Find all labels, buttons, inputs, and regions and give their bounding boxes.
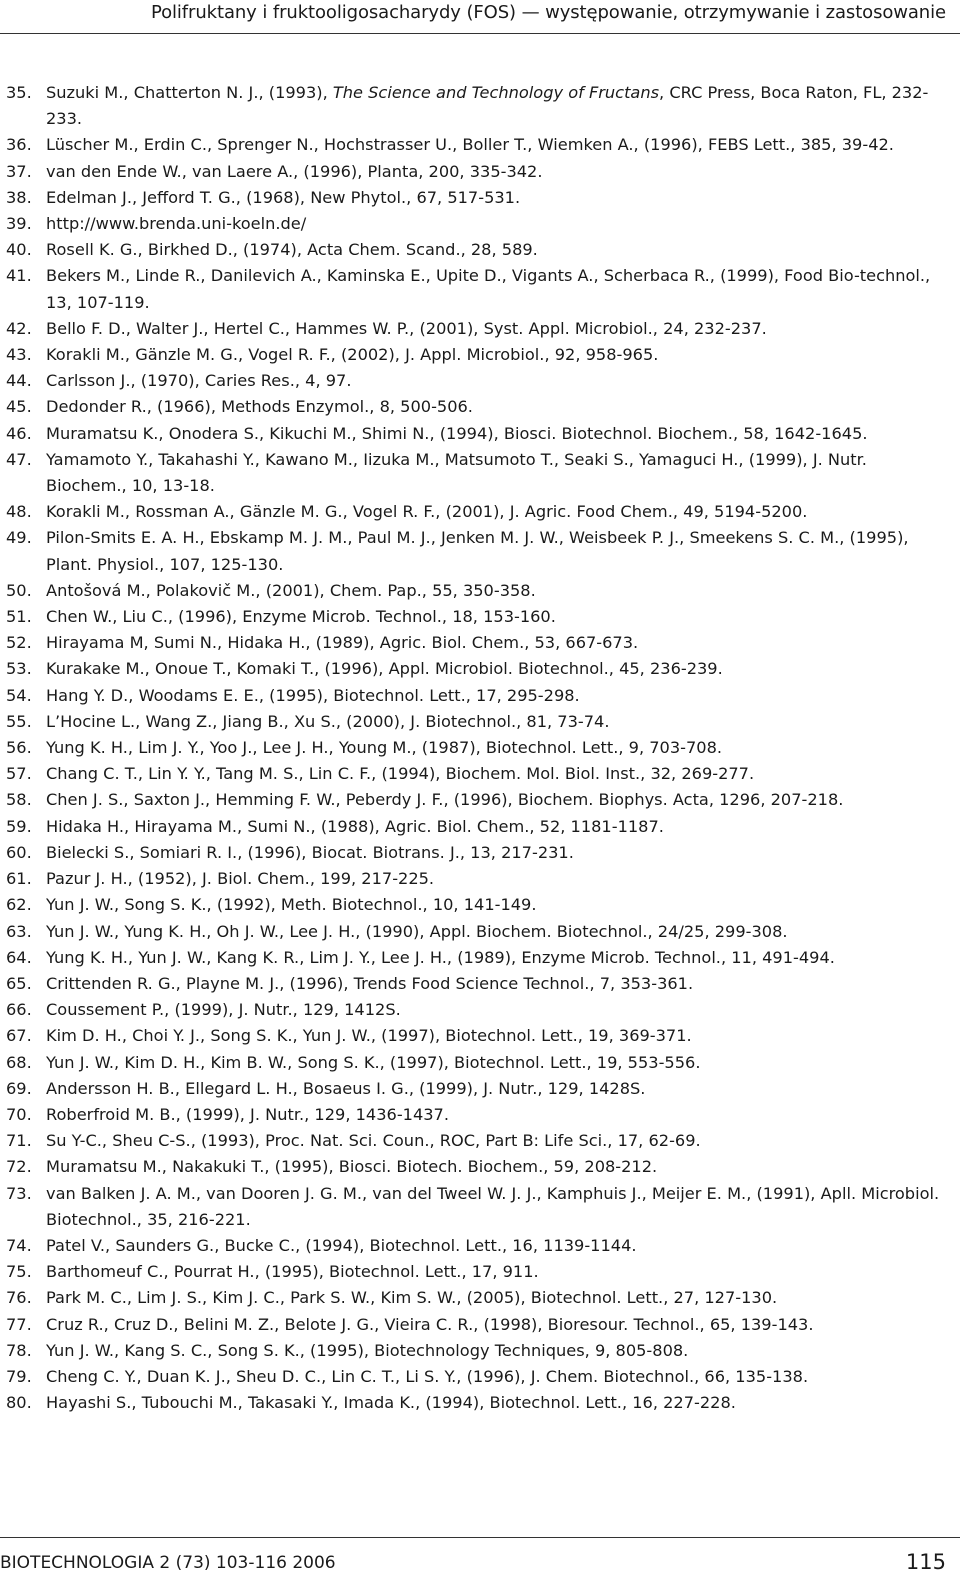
reference-number: 73.	[6, 1183, 32, 1203]
reference-item	[6, 709, 950, 735]
reference-item	[6, 892, 950, 918]
reference-number: 71.	[6, 1131, 32, 1151]
reference-item	[6, 814, 950, 840]
reference-item	[6, 185, 950, 211]
reference-item	[6, 525, 950, 577]
reference-item	[6, 761, 950, 787]
reference-text: Chang C. T., Lin Y. Y., Tang M. S., Lin C. F., (1994), Biochem. Mol. Biol. Inst., 32, 269-277.	[46, 764, 755, 784]
reference-item	[6, 604, 950, 630]
reference-item	[6, 368, 950, 394]
reference-item	[6, 1181, 950, 1233]
reference-number: 47.	[6, 449, 32, 469]
reference-item	[6, 421, 950, 447]
reference-item	[6, 578, 950, 604]
journal-citation: BIOTECHNOLOGIA 2 (73) 103-116 2006	[0, 1553, 336, 1573]
reference-number: 76.	[6, 1288, 32, 1308]
reference-number: 61.	[6, 869, 32, 889]
reference-item	[6, 919, 950, 945]
reference-text: Yun J. W., Kang S. C., Song S. K., (1995), Biotechnology Techniques, 9, 805-808.	[46, 1340, 689, 1360]
reference-number: 38.	[6, 187, 32, 207]
reference-number: 65.	[6, 973, 32, 993]
reference-text: Yun J. W., Kim D. H., Kim B. W., Song S. K., (1997), Biotechnol. Lett., 19, 553-556.	[46, 1052, 701, 1072]
reference-text: Chen J. S., Saxton J., Hemming F. W., Peberdy J. F., (1996), Biochem. Biophys. Acta, 1296, 207-218.	[46, 790, 844, 810]
reference-number: 55.	[6, 711, 32, 731]
header-rule	[0, 33, 960, 34]
reference-item	[6, 447, 950, 499]
reference-number: 39.	[6, 214, 32, 234]
reference-number: 51.	[6, 607, 32, 627]
reference-item	[6, 735, 950, 761]
reference-number: 36.	[6, 135, 32, 155]
reference-number: 53.	[6, 659, 32, 679]
reference-item	[6, 499, 950, 525]
reference-text: Lüscher M., Erdin C., Sprenger N., Hochstrasser U., Boller T., Wiemken A., (1996), FEBS Lett., 385, 39-42.	[46, 135, 894, 155]
reference-number: 50.	[6, 580, 32, 600]
reference-number: 49.	[6, 528, 32, 548]
reference-text: Bello F. D., Walter J., Hertel C., Hammes W. P., (2001), Syst. Appl. Microbiol., 24, 232-237.	[46, 318, 767, 338]
reference-text: Cruz R., Cruz D., Belini M. Z., Belote J. G., Vieira C. R., (1998), Bioresour. Technol., 65, 139-143.	[46, 1314, 814, 1334]
reference-number: 74.	[6, 1235, 32, 1255]
reference-number: 57.	[6, 764, 32, 784]
reference-text: Andersson H. B., Ellegard L. H., Bosaeus I. G., (1999), J. Nutr., 129, 1428S.	[46, 1078, 646, 1098]
reference-number: 37.	[6, 161, 32, 181]
reference-item	[6, 263, 950, 315]
reference-text: Rosell K. G., Birkhed D., (1974), Acta Chem. Scand., 28, 589.	[46, 240, 538, 260]
reference-text: Hirayama M, Sumi N., Hidaka H., (1989), Agric. Biol. Chem., 53, 667-673.	[46, 633, 639, 653]
reference-text-part: , CRC Press, Boca Raton, FL, 232-233.	[46, 83, 929, 129]
running-title: Polifruktany i fruktooligosacharydy (FOS) — występowanie, otrzymywanie i zastosowanie	[150, 2, 946, 23]
reference-text: van den Ende W., van Laere A., (1996), Planta, 200, 335-342.	[46, 161, 543, 181]
reference-number: 54.	[6, 685, 32, 705]
reference-item	[6, 394, 950, 420]
reference-text: Coussement P., (1999), J. Nutr., 129, 1412S.	[46, 1000, 401, 1020]
reference-text: Korakli M., Rossman A., Gänzle M. G., Vogel R. F., (2001), J. Agric. Food Chem., 49, 5194-5200.	[46, 502, 808, 522]
reference-number: 69.	[6, 1078, 32, 1098]
reference-item	[6, 1285, 950, 1311]
reference-text: Yun J. W., Yung K. H., Oh J. W., Lee J. H., (1990), Appl. Biochem. Biotechnol., 24/25, 299-308.	[46, 921, 788, 941]
reference-text: Cheng C. Y., Duan K. J., Sheu D. C., Lin C. T., Li S. Y., (1996), J. Chem. Biotechnol., 66, 135-138.	[46, 1366, 809, 1386]
reference-item	[6, 945, 950, 971]
reference-number: 58.	[6, 790, 32, 810]
reference-text: Hidaka H., Hirayama M., Sumi N., (1988), Agric. Biol. Chem., 52, 1181-1187.	[46, 816, 664, 836]
reference-text: Yamamoto Y., Takahashi Y., Kawano M., Iizuka M., Matsumoto T., Seaki S., Yamaguci H., (1999), J. Nutr. Biochem., 10, 13-18.	[46, 449, 867, 496]
reference-text: van Balken J. A. M., van Dooren J. G. M., van del Tweel W. J. J., Kamphuis J., Meijer E. M., (1991), Apll. Microbiol. Biotechnol., 35, 216-221.	[46, 1183, 940, 1229]
reference-number: 70.	[6, 1104, 32, 1124]
reference-item	[6, 971, 950, 997]
reference-item	[6, 132, 950, 158]
reference-text-part: Suzuki M., Chatterton N. J., (1993),	[46, 83, 333, 102]
reference-item	[6, 316, 950, 342]
reference-list	[6, 80, 950, 1416]
reference-text: Pazur J. H., (1952), J. Biol. Chem., 199, 217-225.	[46, 869, 435, 889]
reference-item	[6, 1102, 950, 1128]
reference-item	[6, 683, 950, 709]
page-number: 115	[905, 1550, 946, 1574]
reference-item	[6, 1023, 950, 1049]
reference-number: 62.	[6, 895, 32, 915]
reference-title-italic: The Science and Technology of Fructans	[332, 83, 660, 102]
reference-number: 79.	[6, 1366, 32, 1386]
reference-text: Crittenden R. G., Playne M. J., (1996), Trends Food Science Technol., 7, 353-361.	[46, 973, 694, 993]
reference-text: http://www.brenda.uni-koeln.de/	[46, 214, 307, 234]
reference-text: Yun J. W., Song S. K., (1992), Meth. Biotechnol., 10, 141-149.	[46, 895, 537, 915]
reference-item	[6, 840, 950, 866]
reference-item	[6, 1050, 950, 1076]
reference-item	[6, 1233, 950, 1259]
reference-text: Yung K. H., Yun J. W., Kang K. R., Lim J. Y., Lee J. H., (1989), Enzyme Microb. Technol., 11, 491-494.	[46, 947, 835, 967]
reference-number: 68.	[6, 1052, 32, 1072]
reference-item	[6, 656, 950, 682]
reference-item	[6, 237, 950, 263]
reference-text: Korakli M., Gänzle M. G., Vogel R. F., (2002), J. Appl. Microbiol., 92, 958-965.	[46, 345, 659, 365]
reference-text: Barthomeuf C., Pourrat H., (1995), Biotechnol. Lett., 17, 911.	[46, 1262, 539, 1282]
page-footer	[0, 1537, 960, 1587]
reference-number: 67.	[6, 1026, 32, 1046]
reference-number: 48.	[6, 502, 32, 522]
reference-number: 64.	[6, 947, 32, 967]
reference-item	[6, 997, 950, 1023]
reference-text: Chen W., Liu C., (1996), Enzyme Microb. Technol., 18, 153-160.	[46, 607, 556, 627]
reference-text: Kim D. H., Choi Y. J., Song S. K., Yun J. W., (1997), Biotechnol. Lett., 19, 369-371.	[46, 1026, 692, 1046]
reference-item	[6, 1259, 950, 1285]
reference-text: Pilon-Smits E. A. H., Ebskamp M. J. M., Paul M. J., Jenken M. J. W., Weisbeek P. J., Smeekens S. C. M., (1995), Plant. Physiol., 107, 125-130.	[46, 528, 909, 574]
reference-text: Roberfroid M. B., (1999), J. Nutr., 129, 1436-1437.	[46, 1104, 450, 1124]
reference-number: 66.	[6, 1000, 32, 1020]
reference-text: Muramatsu K., Onodera S., Kikuchi M., Shimi N., (1994), Biosci. Biotechnol. Biochem., 58, 1642-1645.	[46, 423, 868, 443]
reference-text: Carlsson J., (1970), Caries Res., 4, 97.	[46, 371, 352, 391]
reference-text: Bielecki S., Somiari R. I., (1996), Biocat. Biotrans. J., 13, 217-231.	[46, 842, 574, 862]
reference-number: 42.	[6, 318, 32, 338]
reference-number: 43.	[6, 345, 32, 365]
reference-number: 35.	[6, 83, 32, 102]
reference-text: Yung K. H., Lim J. Y., Yoo J., Lee J. H., Young M., (1987), Biotechnol. Lett., 9, 703-708.	[46, 738, 723, 758]
reference-text: Kurakake M., Onoue T., Komaki T., (1996), Appl. Microbiol. Biotechnol., 45, 236-239.	[46, 659, 723, 679]
reference-item	[6, 342, 950, 368]
reference-text: Edelman J., Jefford T. G., (1968), New Phytol., 67, 517-531.	[46, 187, 521, 207]
reference-text: Antošová M., Polakovič M., (2001), Chem. Pap., 55, 350-358.	[46, 580, 536, 600]
reference-item	[6, 866, 950, 892]
reference-item	[6, 1128, 950, 1154]
reference-number: 77.	[6, 1314, 32, 1334]
reference-number: 52.	[6, 633, 32, 653]
reference-number: 56.	[6, 738, 32, 758]
reference-number: 78.	[6, 1340, 32, 1360]
reference-number: 59.	[6, 816, 32, 836]
reference-text: Muramatsu M., Nakakuki T., (1995), Biosci. Biotech. Biochem., 59, 208-212.	[46, 1157, 658, 1177]
footer-rule	[0, 1537, 960, 1538]
reference-item	[6, 1154, 950, 1180]
reference-number: 45.	[6, 397, 32, 417]
reference-text: Dedonder R., (1966), Methods Enzymol., 8, 500-506.	[46, 397, 473, 417]
reference-text: Park M. C., Lim J. S., Kim J. C., Park S. W., Kim S. W., (2005), Biotechnol. Lett., 27, 127-130.	[46, 1288, 778, 1308]
reference-text: Patel V., Saunders G., Bucke C., (1994), Biotechnol. Lett., 16, 1139-1144.	[46, 1235, 637, 1255]
reference-item	[6, 1338, 950, 1364]
reference-number: 63.	[6, 921, 32, 941]
reference-number: 75.	[6, 1262, 32, 1282]
reference-item	[6, 787, 950, 813]
reference-text: Su Y-C., Sheu C-S., (1993), Proc. Nat. Sci. Coun., ROC, Part B: Life Sci., 17, 62-69.	[46, 1131, 701, 1151]
reference-item	[6, 1312, 950, 1338]
reference-item	[6, 1076, 950, 1102]
reference-text: Hang Y. D., Woodams E. E., (1995), Biotechnol. Lett., 17, 295-298.	[46, 685, 580, 705]
reference-number: 80.	[6, 1393, 32, 1413]
reference-number: 41.	[6, 266, 32, 286]
reference-item	[6, 1390, 950, 1416]
reference-text	[46, 80, 950, 132]
reference-item	[6, 159, 950, 185]
page-header	[0, 0, 960, 34]
reference-item	[6, 80, 950, 132]
reference-text: L’Hocine L., Wang Z., Jiang B., Xu S., (2000), J. Biotechnol., 81, 73-74.	[46, 711, 610, 731]
reference-text: Bekers M., Linde R., Danilevich A., Kaminska E., Upite D., Vigants A., Scherbaca R., (1999), Food Bio-technol., 13, 107-119.	[46, 266, 931, 312]
reference-item	[6, 630, 950, 656]
reference-item	[6, 1364, 950, 1390]
reference-item	[6, 211, 950, 237]
reference-number: 60.	[6, 842, 32, 862]
reference-text: Hayashi S., Tubouchi M., Takasaki Y., Imada K., (1994), Biotechnol. Lett., 16, 227-228.	[46, 1393, 736, 1413]
reference-number: 72.	[6, 1157, 32, 1177]
reference-number: 44.	[6, 371, 32, 391]
reference-number: 40.	[6, 240, 32, 260]
reference-number: 46.	[6, 423, 32, 443]
